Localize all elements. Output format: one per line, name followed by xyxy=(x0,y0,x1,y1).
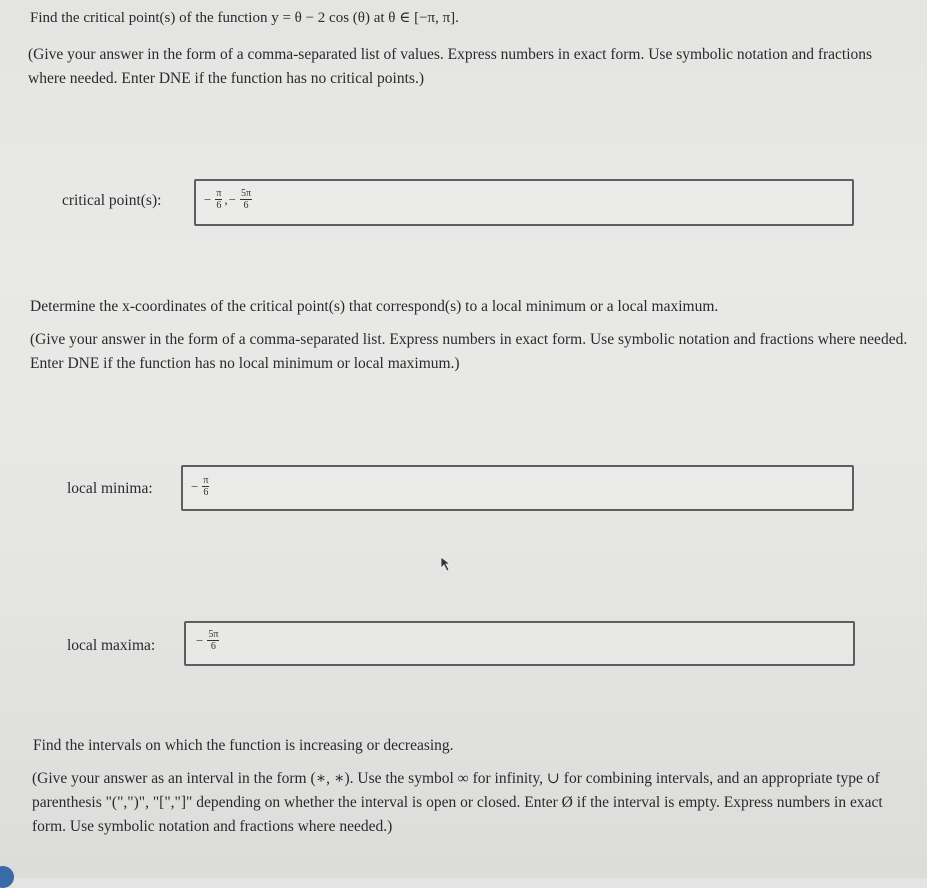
local-maxima-input[interactable] xyxy=(184,621,855,666)
question-1-prompt: Find the critical point(s) of the function y = θ − 2 cos (θ) at θ ∈ [−π, π]. xyxy=(30,10,459,26)
fraction-denominator: 6 xyxy=(210,641,216,652)
answer-fraction xyxy=(215,188,222,211)
question-1-instructions: (Give your answer in the form of a comma-separated list of values. Express numbers in exact form. Use symbolic notation and fractions where needed. Enter DNE if the function has no critical points.) xyxy=(28,46,873,87)
local-maxima-label: local maxima: xyxy=(67,637,156,654)
fraction-numerator: 5π xyxy=(241,188,252,199)
critical-points-value xyxy=(204,188,253,211)
mouse-cursor-icon xyxy=(440,556,454,572)
local-minima-input[interactable] xyxy=(181,465,854,511)
answer-sign: − xyxy=(204,191,212,207)
fraction-numerator: 5π xyxy=(208,629,219,640)
question-3-instructions: (Give your answer as an interval in the form (∗, ∗). Use the symbol ∞ for infinity, ∪ for combining intervals, and an appropriate type of parenthesis "(",")", "[","]" depending on whether the interval is open or closed. Enter Ø if the interval is empty. Express numbers in exact form. Use symbolic notation and fractions where needed.) xyxy=(32,770,883,835)
answer-sign: − xyxy=(196,632,204,648)
answer-separator: , xyxy=(224,191,228,207)
answer-fraction xyxy=(202,475,209,498)
fraction-denominator: 6 xyxy=(243,200,249,211)
fraction-denominator: 6 xyxy=(203,487,209,498)
local-minima-value xyxy=(191,475,210,498)
fraction-numerator: π xyxy=(216,188,222,199)
answer-fraction xyxy=(207,629,219,652)
critical-points-input[interactable] xyxy=(194,179,854,226)
fraction-numerator: π xyxy=(203,475,209,486)
question-2-prompt: Determine the x-coordinates of the critical point(s) that correspond(s) to a local minimum or a local maximum. xyxy=(30,298,719,315)
local-maxima-value xyxy=(196,629,220,652)
critical-points-label: critical point(s): xyxy=(62,192,162,209)
local-minima-label: local minima: xyxy=(67,480,153,497)
question-3-prompt: Find the intervals on which the function is increasing or decreasing. xyxy=(33,737,454,754)
answer-sign: − xyxy=(228,191,236,207)
answer-sign: − xyxy=(191,478,199,494)
corner-badge-icon xyxy=(0,866,14,888)
fraction-denominator: 6 xyxy=(216,200,222,211)
answer-fraction xyxy=(240,188,252,211)
question-2-instructions: (Give your answer in the form of a comma-separated list. Express numbers in exact form. Use symbolic notation and fractions where needed. Enter DNE if the function has no local minimum or local maximum.) xyxy=(30,331,908,372)
